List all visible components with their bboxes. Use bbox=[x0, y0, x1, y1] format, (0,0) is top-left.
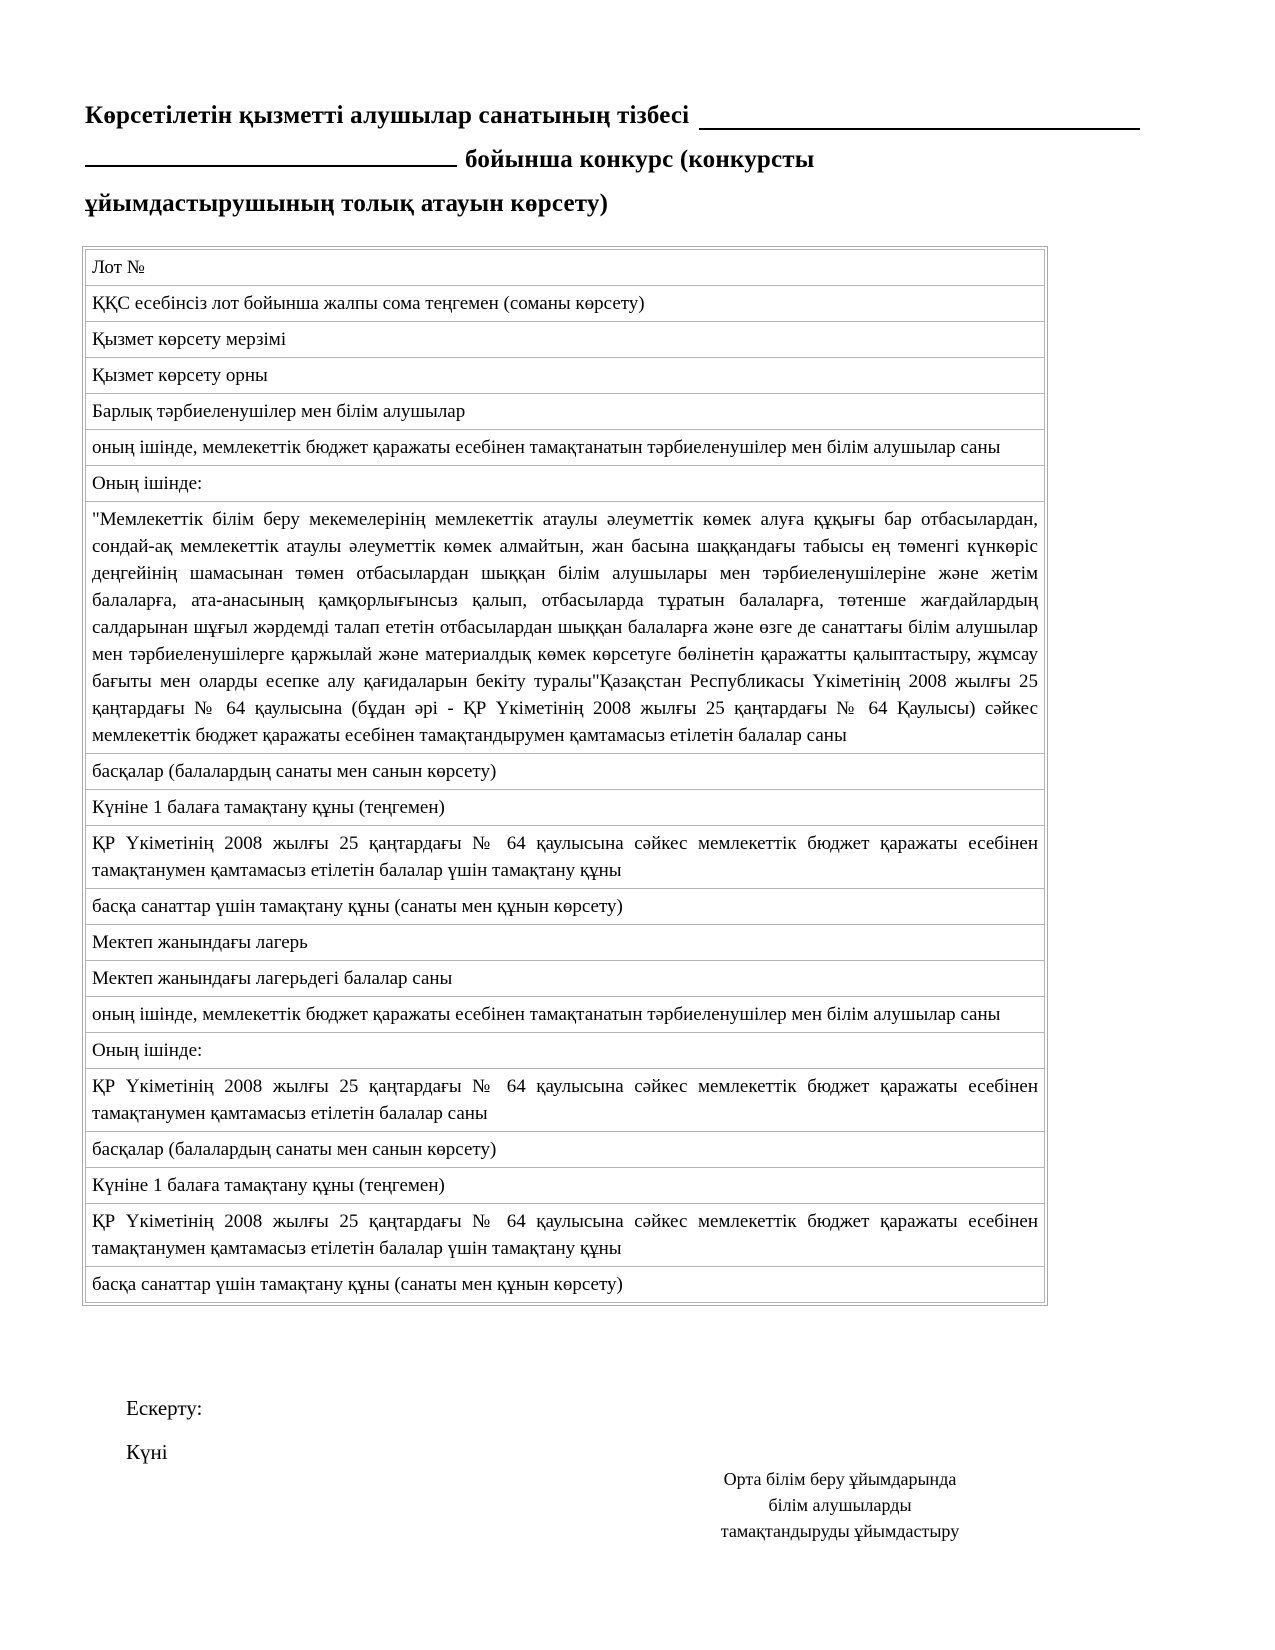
table-cell: ҚҚС есебінсіз лот бойынша жалпы сома теңгемен (соманы көрсету) bbox=[86, 286, 1045, 322]
service-info-table bbox=[82, 246, 1048, 1306]
note-label: Ескерту: bbox=[126, 1396, 203, 1420]
table-row bbox=[86, 889, 1045, 925]
table-row bbox=[86, 1204, 1045, 1267]
service-info-table-grid bbox=[85, 249, 1045, 1303]
table-cell: басқалар (балалардың санаты мен санын көрсету) bbox=[86, 1132, 1045, 1168]
table-cell: ҚР Үкіметінің 2008 жылғы 25 қаңтардағы № 64 қаулысына сәйкес мемлекеттік бюджет қаражаты есебінен тамақтанумен қамтамасыз етілетін балалар саны bbox=[86, 1069, 1045, 1132]
footer-right-line: тамақтандыруды ұйымдастыру bbox=[720, 1521, 960, 1541]
title-line2-text: бойынша конкурс (конкурсты bbox=[465, 146, 815, 173]
table-row bbox=[86, 925, 1045, 961]
table-cell: Оның ішінде: bbox=[86, 466, 1045, 502]
footer-right-line: Орта білім беру ұйымдарында bbox=[723, 1469, 957, 1489]
table-cell: Оның ішінде: bbox=[86, 1033, 1045, 1069]
table-cell: "Мемлекеттік білім беру мекемелерінің мемлекеттік атаулы әлеуметтік көмек алуға құқығы бар отбасылардан, сондай-ақ мемлекеттік атаулы әлеуметтік көмек алмайтын, жан басына шаққандағы табысы ең төменгі күнкөріс деңгейінің шамасынан төмен отбасылардан шыққан білім алушылары мен тәрбиеленушілеріне және жетім балаларға, ата-анасының қамқорлығынсыз қалып, отбасыларда тұратын балаларға, төтенше жағдайлардың салдарынан шұғыл жәрдемді талап ететін отбасылардан шыққан балаларға және өзге де санаттағы білім алушылар мен тәрбиеленушілерге қаржылай және материалдық көмек көрсетуге бөлінетін қаражатты қалыптастыру, жұмсау бағыты мен оларды есепке алу қағидаларын бекіту туралы"Қазақстан Республикасы Үкіметінің 2008 жылғы 25 қаңтардағы № 64 қаулысына (бұдан әрі - ҚР Үкіметінің 2008 жылғы 25 қаңтардағы № 64 Қаулысы) сәйкес мемлекеттік бюджет қаражаты есебінен тамақтандырумен қамтамасыз етілетін балалар саны bbox=[86, 502, 1045, 754]
table-row bbox=[86, 358, 1045, 394]
title-line-2 bbox=[85, 138, 1140, 182]
title-line-1 bbox=[85, 94, 1140, 138]
table-row bbox=[86, 1168, 1045, 1204]
title-line1-text: Көрсетілетін қызметті алушылар санатының тізбесі bbox=[85, 102, 690, 129]
table-cell: Қызмет көрсету орны bbox=[86, 358, 1045, 394]
table-cell: Мектеп жанындағы лагерьдегі балалар саны bbox=[86, 961, 1045, 997]
table-cell: басқа санаттар үшін тамақтану құны (санаты мен құнын көрсету) bbox=[86, 1267, 1045, 1303]
table-row bbox=[86, 1033, 1045, 1069]
blank-underline bbox=[85, 163, 457, 167]
table-cell: Барлық тәрбиеленушілер мен білім алушылар bbox=[86, 394, 1045, 430]
table-row bbox=[86, 826, 1045, 889]
footer-right-block bbox=[690, 1466, 990, 1544]
title-line3-text: ұйымдастырушының толық атауын көрсету) bbox=[85, 190, 609, 217]
table-row bbox=[86, 1132, 1045, 1168]
table-cell: Қызмет көрсету мерзімі bbox=[86, 322, 1045, 358]
table-row bbox=[86, 466, 1045, 502]
table-row bbox=[86, 502, 1045, 754]
table-row bbox=[86, 394, 1045, 430]
table-row bbox=[86, 997, 1045, 1033]
date-label: Күні bbox=[126, 1440, 168, 1464]
service-table-body bbox=[86, 250, 1045, 1303]
table-cell: ҚР Үкіметінің 2008 жылғы 25 қаңтардағы № 64 қаулысына сәйкес мемлекеттік бюджет қаражаты есебінен тамақтанумен қамтамасыз етілетін балалар үшін тамақтану құны bbox=[86, 1204, 1045, 1267]
table-cell: Күніне 1 балаға тамақтану құны (теңгемен) bbox=[86, 1168, 1045, 1204]
table-row bbox=[86, 1069, 1045, 1132]
table-cell: ҚР Үкіметінің 2008 жылғы 25 қаңтардағы № 64 қаулысына сәйкес мемлекеттік бюджет қаражаты есебінен тамақтанумен қамтамасыз етілетін балалар үшін тамақтану құны bbox=[86, 826, 1045, 889]
table-row bbox=[86, 250, 1045, 286]
table-cell: оның ішінде, мемлекеттік бюджет қаражаты есебінен тамақтанатын тәрбиеленушілер мен білім алушылар саны bbox=[86, 997, 1045, 1033]
table-row bbox=[86, 1267, 1045, 1303]
footer-right-line: білім алушыларды bbox=[768, 1495, 912, 1515]
table-cell: басқалар (балалардың санаты мен санын көрсету) bbox=[86, 754, 1045, 790]
title-line-3 bbox=[85, 182, 1140, 226]
table-cell: басқа санаттар үшін тамақтану құны (санаты мен құнын көрсету) bbox=[86, 889, 1045, 925]
table-cell: оның ішінде, мемлекеттік бюджет қаражаты есебінен тамақтанатын тәрбиеленушілер мен білім алушылар саны bbox=[86, 430, 1045, 466]
table-row bbox=[86, 322, 1045, 358]
document-title bbox=[85, 94, 1140, 226]
table-row bbox=[86, 790, 1045, 826]
table-row bbox=[86, 286, 1045, 322]
table-cell: Мектеп жанындағы лагерь bbox=[86, 925, 1045, 961]
table-cell: Күніне 1 балаға тамақтану құны (теңгемен) bbox=[86, 790, 1045, 826]
table-row bbox=[86, 754, 1045, 790]
table-row bbox=[86, 961, 1045, 997]
blank-underline bbox=[699, 94, 1140, 130]
table-row bbox=[86, 430, 1045, 466]
table-cell: Лот № bbox=[86, 250, 1045, 286]
